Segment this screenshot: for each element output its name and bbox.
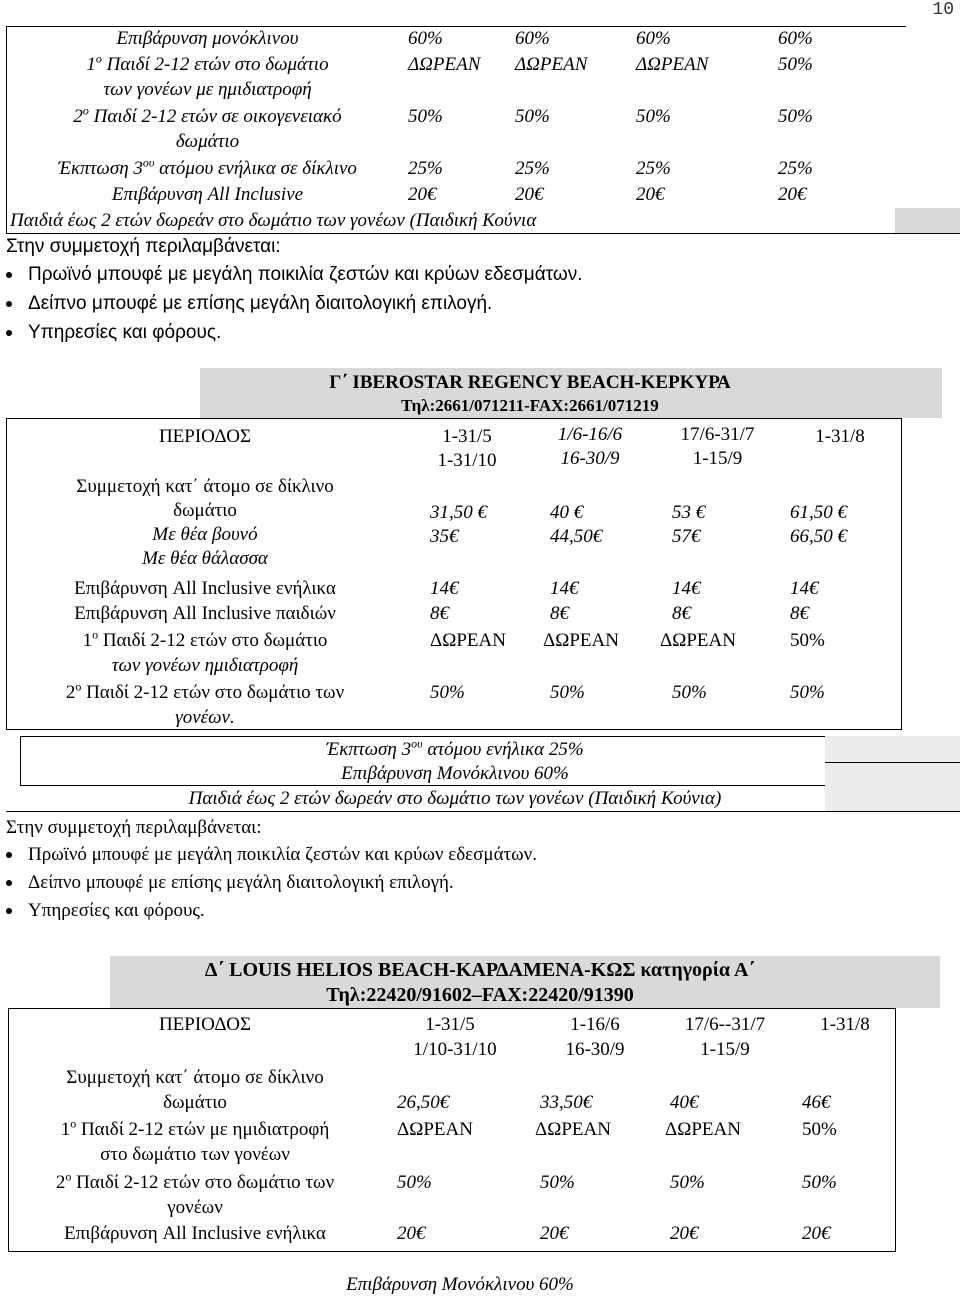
price-cell: ΔΩΡΕΑΝ <box>535 1119 611 1140</box>
price-cell: 50% <box>790 682 825 703</box>
price-cell: 40€ <box>670 1092 699 1113</box>
page-number: 10 <box>932 0 954 20</box>
period-cell: 1-31/10 <box>437 450 497 471</box>
s1-cell: 50% <box>408 106 443 127</box>
hotel-d-contact: Τηλ:22420/91602–FAX:22420/91390 <box>326 984 634 1006</box>
bullet-icon <box>6 908 12 914</box>
price-cell: 8€ <box>790 603 809 624</box>
price-cell: 14€ <box>550 578 579 599</box>
list-item: Δείπνο μπουφέ με επίσης μεγάλη διαιτολογική επιλογή. <box>28 872 454 893</box>
price-cell: 14€ <box>790 578 819 599</box>
s1-cell: 60% <box>515 28 550 49</box>
s1-cell: 50% <box>636 106 671 127</box>
s1-includes-title: Στην συμμετοχή περιλαμβάνεται: <box>6 236 281 257</box>
list-item: Πρωϊνό μπουφέ με μεγάλη ποικιλία ζεστών και κρύων εδεσμάτων. <box>28 264 583 285</box>
price-cell: ΔΩΡΕΑΝ <box>397 1119 473 1140</box>
price-cell: 61,50 € <box>790 502 847 523</box>
s1-cell: 50% <box>515 106 550 127</box>
single-supplement: Επιβάρυνση Μονόκλινου 60% <box>341 763 569 784</box>
price-cell: 33,50€ <box>540 1092 593 1113</box>
price-cell: ΔΩΡΕΑΝ <box>543 630 619 651</box>
period-cell: 1-15/9 <box>692 448 743 469</box>
row-label: Με θέα θάλασσα <box>142 548 268 569</box>
list-item: Δείπνο μπουφέ με επίσης μεγάλη διαιτολογική επιλογή. <box>28 293 493 314</box>
period-cell: 1/6-16/6 <box>557 424 623 445</box>
row-label: Με θέα βουνό <box>152 524 258 545</box>
row-label: των γονέων ημιδιατροφή <box>111 655 299 676</box>
list-item: Πρωϊνό μπουφέ με μεγάλη ποικιλία ζεστών και κρύων εδεσμάτων. <box>28 844 538 865</box>
period-cell: 17/6-31/7 <box>680 424 755 445</box>
period-cell: 16-30/9 <box>565 1039 625 1060</box>
s1-cell: 60% <box>778 28 813 49</box>
bullet-icon <box>6 880 12 886</box>
price-cell: 50% <box>540 1172 575 1193</box>
includes-title: Στην συμμετοχή περιλαμβάνεται: <box>6 817 262 838</box>
price-cell: 44,50€ <box>550 526 603 547</box>
price-cell: 14€ <box>672 578 701 599</box>
row-label: Επιβάρυνση All Inclusive ενήλικα <box>74 578 336 599</box>
bullet-icon <box>6 301 12 307</box>
period-cell: 1-16/6 <box>570 1014 620 1035</box>
s1-cell: ΔΩΡΕΑΝ <box>636 54 709 75</box>
price-cell: 50% <box>672 682 707 703</box>
s1-row-label: Επιβάρυνση All Inclusive <box>111 184 304 205</box>
period-label: ΠΕΡΙΟΔΟΣ <box>158 426 252 447</box>
price-cell: 50% <box>550 682 585 703</box>
s1-cell: ΔΩΡΕΑΝ <box>408 54 481 75</box>
hotel-d-title: Δ΄ LOUIS HELIOS BEACH-ΚΑΡΔΑΜΕΝΑ-ΚΩΣ κατηγορία Α΄ <box>204 959 756 981</box>
row-label: δωμάτιο <box>173 500 237 521</box>
price-cell: 50% <box>430 682 465 703</box>
price-cell: 50% <box>802 1172 837 1193</box>
s1-cell: 60% <box>408 28 443 49</box>
row-label: Συμμετοχή κατ΄ άτομο σε δίκλινο <box>66 1067 324 1088</box>
price-cell: 50% <box>790 630 825 651</box>
price-cell: ΔΩΡΕΑΝ <box>665 1119 741 1140</box>
row-label: $1^o$ Παιδί 2-12 ετών με ημιδιατροφή <box>60 1116 330 1140</box>
price-cell: 50% <box>802 1119 837 1140</box>
children-free: Παιδιά έως 2 ετών δωρεάν στο δωμάτιο των γονέων (Παιδική Κούνια) <box>188 788 722 809</box>
price-cell: 8€ <box>672 603 691 624</box>
row-label: $1^o$ Παιδί 2-12 ετών στο δωμάτιο <box>82 627 328 651</box>
s1-cell: 25% <box>636 158 671 179</box>
price-cell: 50% <box>397 1172 432 1193</box>
row-label: $2^o$ Παιδί 2-12 ετών στο δωμάτιο των <box>65 679 345 703</box>
period-cell: 1-31/8 <box>815 426 865 447</box>
row-label: στο δωμάτιο των γονέων <box>100 1144 290 1165</box>
row-label: δωμάτιο <box>163 1092 227 1113</box>
bullet-icon <box>6 272 12 278</box>
s1-cell: 50% <box>778 106 813 127</box>
price-cell: ΔΩΡΕΑΝ <box>430 630 506 651</box>
price-cell: 8€ <box>550 603 569 624</box>
s1-row-label: Έκπτωση $3^{o\upsilon}$ ατόμου ενήλικα σε δίκλινο <box>58 155 357 179</box>
s1-cell: 25% <box>408 158 443 179</box>
s1-cell: 20€ <box>515 184 544 205</box>
row-label: Επιβάρυνση All Inclusive ενήλικα <box>64 1223 326 1244</box>
s1-cell: 25% <box>515 158 550 179</box>
row-label: Επιβάρυνση All Inclusive παιδιών <box>74 603 336 624</box>
s1-row-label: των γονέων με ημιδιατροφή <box>103 79 312 100</box>
list-item: Υπηρεσίες και φόρους. <box>28 900 205 921</box>
s1-cell: 25% <box>778 158 813 179</box>
period-cell: 1/10-31/10 <box>413 1039 497 1060</box>
price-cell: 20€ <box>802 1223 831 1244</box>
row-label: $2^o$ Παιδί 2-12 ετών στο δωμάτιο των <box>55 1169 335 1193</box>
price-cell: 46€ <box>802 1092 831 1113</box>
third-adult-discount: Έκπτωση $3^{o\upsilon}$ ατόμου ενήλικα 25% <box>326 736 584 760</box>
price-cell: 53 € <box>672 502 706 523</box>
s1-cell: 20€ <box>408 184 437 205</box>
period-cell: 1-31/5 <box>425 1014 475 1035</box>
row-label: Συμμετοχή κατ΄ άτομο σε δίκλινο <box>76 476 334 497</box>
price-cell: 40 € <box>550 502 584 523</box>
s1-cell: 60% <box>636 28 671 49</box>
s1-cell: ΔΩΡΕΑΝ <box>515 54 588 75</box>
row-label: γονέων <box>167 1197 223 1218</box>
s1-row-label: $2^o$ Παιδί 2-12 ετών σε οικογενειακό <box>73 103 342 127</box>
price-cell: 20€ <box>670 1223 699 1244</box>
price-cell: 14€ <box>430 578 459 599</box>
price-cell: 35€ <box>430 526 459 547</box>
period-cell: 1-31/5 <box>442 426 492 447</box>
s1-row-label: δωμάτιο <box>175 131 240 152</box>
s1-cell: 20€ <box>636 184 665 205</box>
price-cell: 26,50€ <box>397 1092 450 1113</box>
list-item: Υπηρεσίες και φόρους. <box>28 322 222 343</box>
bullet-icon <box>6 330 12 336</box>
period-label: ΠΕΡΙΟΔΟΣ <box>158 1014 252 1035</box>
price-cell: 57€ <box>672 526 701 547</box>
s1-cell: 50% <box>778 54 813 75</box>
period-cell: 17/6--31/7 <box>684 1014 766 1035</box>
price-cell: 8€ <box>430 603 449 624</box>
bullet-icon <box>6 852 12 858</box>
price-cell: 20€ <box>397 1223 426 1244</box>
s1-row-label: Επιβάρυνση μονόκλινου <box>116 28 299 49</box>
price-cell: 20€ <box>540 1223 569 1244</box>
single-supplement: Επιβάρυνση Μονόκλινου 60% <box>346 1274 574 1295</box>
hotel-g-contact: Τηλ:2661/071211-FAX:2661/071219 <box>401 396 659 415</box>
price-cell: 31,50 € <box>430 502 487 523</box>
period-cell: 1-15/9 <box>700 1039 750 1060</box>
s1-row-label: $1^o$ Παιδί 2-12 ετών στο δωμάτιο <box>86 51 329 75</box>
period-cell: 16-30/9 <box>560 448 620 469</box>
s1-children-free: Παιδιά έως 2 ετών δωρεάν στο δωμάτιο των γονέων (Παιδική Κούνια <box>10 210 537 231</box>
period-cell: 1-31/8 <box>820 1014 870 1035</box>
row-label: γονέων. <box>175 707 235 728</box>
hotel-g-title: Γ΄ IBEROSTAR REGENCY BEACH-ΚΕΡΚΥΡΑ <box>329 372 731 393</box>
price-cell: ΔΩΡΕΑΝ <box>660 630 736 651</box>
s1-cell: 20€ <box>778 184 807 205</box>
price-cell: 66,50 € <box>790 526 847 547</box>
price-cell: 50% <box>670 1172 705 1193</box>
